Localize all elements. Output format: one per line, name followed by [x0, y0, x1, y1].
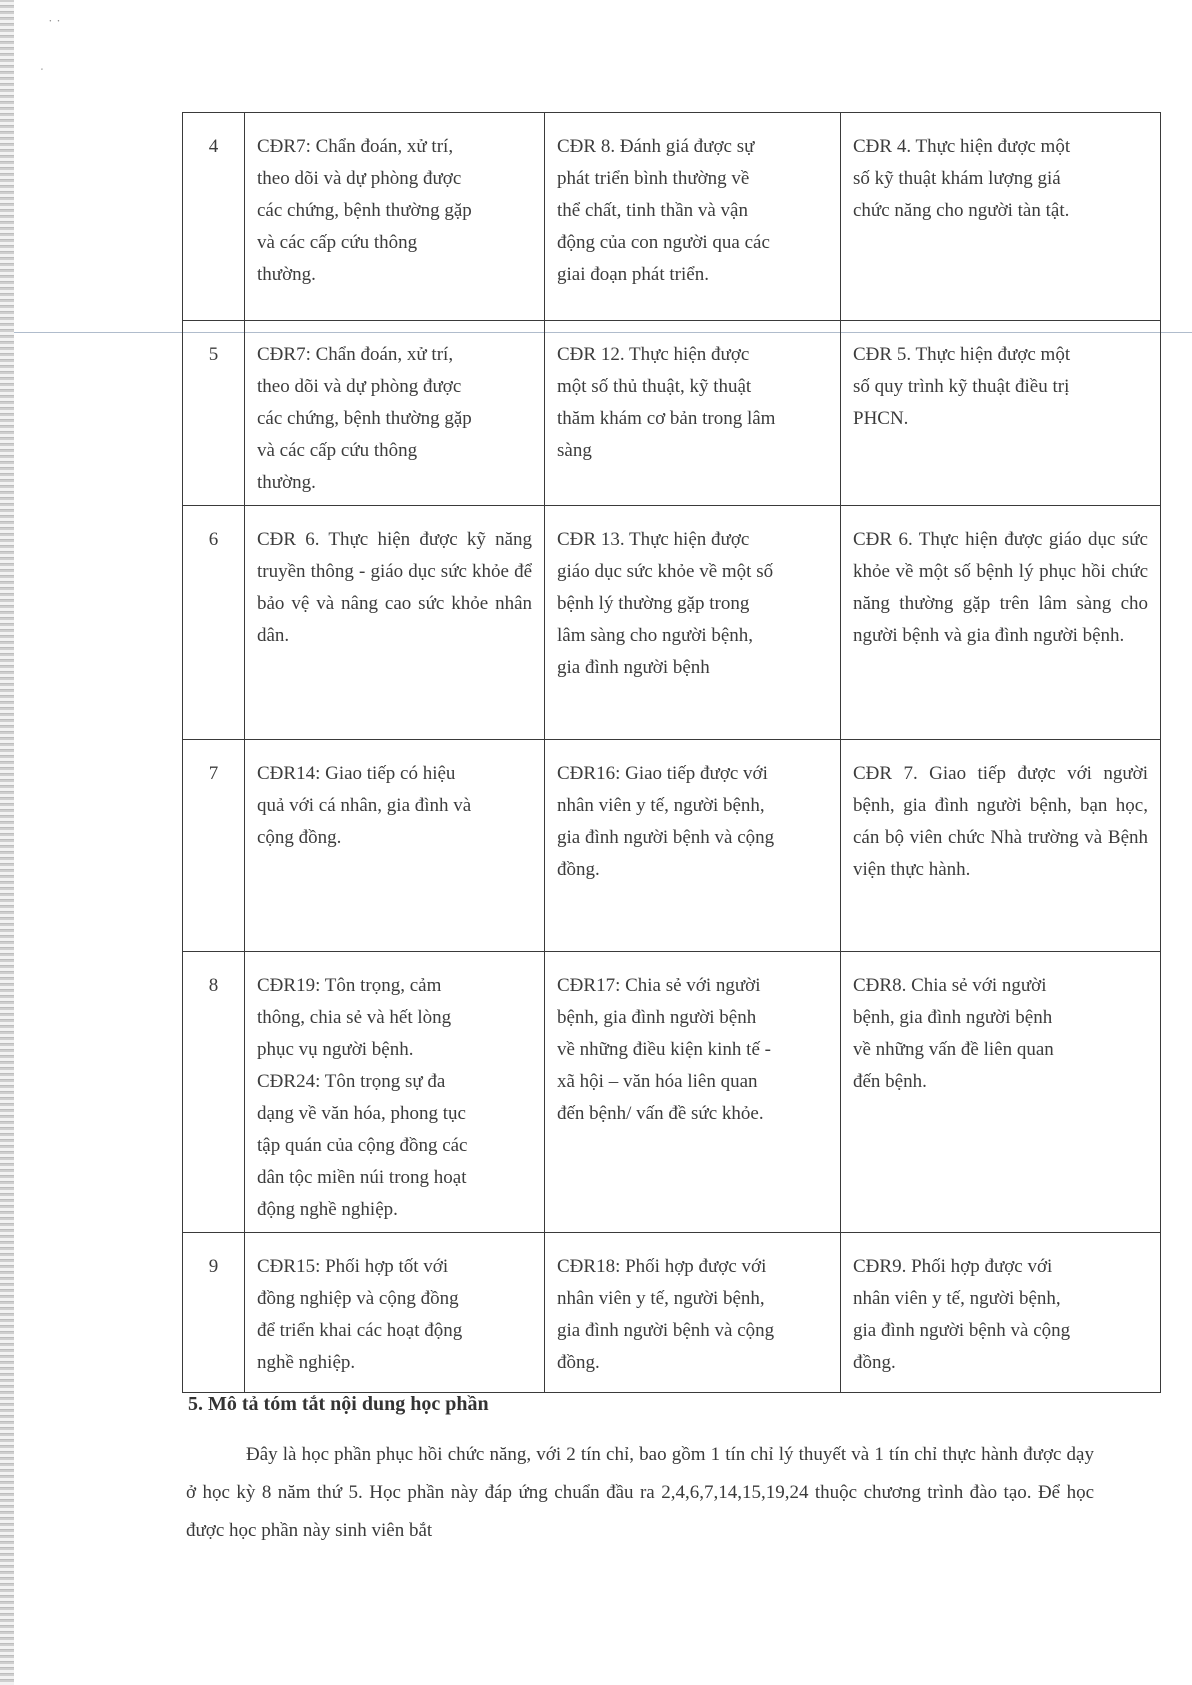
- row-number: 6: [183, 506, 245, 740]
- cell-text: CĐR 6. Thực hiện được giáo dục sức khỏe về một số bệnh lý phục hồi chức năng thường gặp trên lâm sàng cho người bệnh và gia đình người bệnh.: [853, 529, 1148, 646]
- cell-text: CĐR9. Phối hợp được với nhân viên y tế, người bệnh, gia đình người bệnh và cộng đồng.: [853, 1256, 1071, 1373]
- module-outcome-cell: [841, 506, 1161, 740]
- scan-speck: ˙ ˙: [48, 18, 61, 33]
- cell-text: CĐR 6. Thực hiện được kỹ năng truyền thông - giáo dục sức khỏe để bảo vệ và nâng cao sức khỏe nhân dân.: [257, 529, 532, 646]
- course-outcome-cell: [545, 321, 841, 506]
- cell-text: CĐR14: Giao tiếp có hiệu quả với cá nhân, gia đình và cộng đồng.: [257, 763, 472, 848]
- cell-text: CĐR 5. Thực hiện được một số quy trình kỹ thuật điều trị PHCN.: [853, 344, 1071, 429]
- cell-text: CĐR18: Phối hợp được với nhân viên y tế, người bệnh, gia đình người bệnh và cộng đồng.: [557, 1256, 775, 1373]
- course-outcome-cell: [545, 952, 841, 1233]
- table-row: [183, 113, 1161, 321]
- cell-text: CĐR7: Chẩn đoán, xử trí, theo dõi và dự phòng được các chứng, bệnh thường gặp và các cấp cứu thông thường.: [257, 344, 472, 493]
- scan-speck: ˑ: [40, 64, 44, 79]
- course-outcome-cell: [545, 506, 841, 740]
- program-outcome-cell: [245, 506, 545, 740]
- cell-text: CĐR 8. Đánh giá được sự phát triển bình thường về thể chất, tinh thần và vận động của con người qua các giai đoạn phát triển.: [557, 136, 770, 285]
- learning-outcomes-table: [182, 112, 1161, 1393]
- table-row: [183, 1233, 1161, 1393]
- module-outcome-cell: [841, 113, 1161, 321]
- course-summary-paragraph: Đây là học phần phục hồi chức năng, với 2 tín chỉ, bao gồm 1 tín chỉ lý thuyết và 1 tín chỉ thực hành được dạy ở học kỳ 8 năm thứ 5. Học phần này đáp ứng chuẩn đầu ra 2,4,6,7,14,15,19,24 thuộc chương trình đào tạo. Để học được học phần này sinh viên bắt: [186, 1444, 1094, 1541]
- program-outcome-cell: [245, 1233, 545, 1393]
- course-outcome-cell: [545, 113, 841, 321]
- program-outcome-cell: [245, 740, 545, 952]
- program-outcome-cell: [245, 113, 545, 321]
- module-outcome-cell: [841, 321, 1161, 506]
- cell-text: CĐR7: Chẩn đoán, xử trí, theo dõi và dự phòng được các chứng, bệnh thường gặp và các cấp cứu thông thường.: [257, 136, 472, 285]
- program-outcome-cell: [245, 952, 545, 1233]
- module-outcome-cell: [841, 952, 1161, 1233]
- row-number: 5: [183, 321, 245, 506]
- cell-text: CĐR 13. Thực hiện được giáo dục sức khỏe về một số bệnh lý thường gặp trong lâm sàng cho người bệnh, gia đình người bệnh: [557, 529, 774, 678]
- table-row: [183, 506, 1161, 740]
- section-heading: 5. Mô tả tóm tắt nội dung học phần: [188, 1393, 489, 1415]
- cell-text: CĐR17: Chia sẻ với người bệnh, gia đình người bệnh về những điều kiện kinh tế - xã hội – văn hóa liên quan đến bệnh/ vấn đề sức khỏe.: [557, 975, 771, 1124]
- cell-text: CĐR15: Phối hợp tốt với đồng nghiệp và cộng đồng để triển khai các hoạt động nghề nghiệp.: [257, 1256, 463, 1373]
- course-outcome-cell: [545, 1233, 841, 1393]
- row-number: 9: [183, 1233, 245, 1393]
- program-outcome-cell: [245, 321, 545, 506]
- course-outcome-cell: [545, 740, 841, 952]
- row-number: 7: [183, 740, 245, 952]
- cell-text: CĐR 12. Thực hiện được một số thủ thuật, kỹ thuật thăm khám cơ bản trong lâm sàng: [557, 344, 776, 461]
- module-outcome-cell: [841, 1233, 1161, 1393]
- cell-text: CĐR19: Tôn trọng, cảm thông, chia sẻ và hết lòng phục vụ người bệnh. CĐR24: Tôn trọng sự đa dạng về văn hóa, phong tục tập quán của cộng đồng các dân tộc miền núi trong hoạt động nghề nghiệp.: [257, 975, 468, 1220]
- row-number: 4: [183, 113, 245, 321]
- cell-text: CĐR 7. Giao tiếp được với người bệnh, gia đình người bệnh, bạn học, cán bộ viên chức Nhà trường và Bệnh viện thực hành.: [853, 763, 1148, 880]
- cell-text: CĐR8. Chia sẻ với người bệnh, gia đình người bệnh về những vấn đề liên quan đến bệnh.: [853, 975, 1054, 1092]
- table-row: [183, 952, 1161, 1233]
- cell-text: CĐR16: Giao tiếp được với nhân viên y tế, người bệnh, gia đình người bệnh và cộng đồng.: [557, 763, 775, 880]
- module-outcome-cell: [841, 740, 1161, 952]
- scan-edge: [0, 0, 14, 1685]
- table-row: [183, 740, 1161, 952]
- cell-text: CĐR 4. Thực hiện được một số kỹ thuật khám lượng giá chức năng cho người tàn tật.: [853, 136, 1071, 221]
- row-number: 8: [183, 952, 245, 1233]
- table-row: [183, 321, 1161, 506]
